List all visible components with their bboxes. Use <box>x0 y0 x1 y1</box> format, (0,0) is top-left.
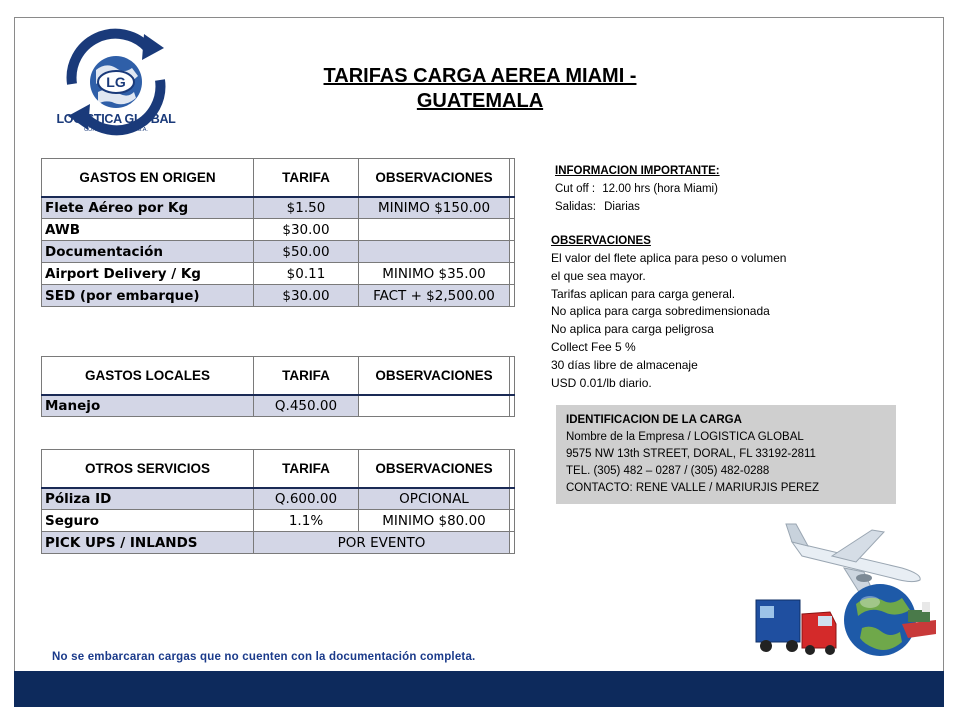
table-row <box>42 395 515 417</box>
table-row <box>42 285 515 307</box>
salidas-label: Salidas: <box>555 201 596 213</box>
table-header-row <box>42 159 515 197</box>
obs-cell: OPCIONAL <box>359 488 510 510</box>
item-cell: SED (por embarque) <box>42 285 254 307</box>
table-edge <box>510 159 515 197</box>
important-info <box>555 162 720 216</box>
rate-cell: $30.00 <box>254 285 359 307</box>
salidas-value: Diarias <box>604 201 640 213</box>
observation-line: 30 días libre de almacenaje <box>551 357 698 372</box>
info-header: INFORMACION IMPORTANTE: <box>555 165 720 177</box>
cutoff-value: 12.00 hrs (hora Miami) <box>602 183 718 195</box>
obs-cell: MINIMO $150.00 <box>359 197 510 219</box>
rate-cell: $0.11 <box>254 263 359 285</box>
column-header: OBSERVACIONES <box>359 450 510 488</box>
identification-line: CONTACTO: RENE VALLE / MARIURJIS PEREZ <box>566 482 820 494</box>
documentation-note: No se embarcaran cargas que no cuenten con la documentación completa. <box>52 651 476 663</box>
van-icon <box>802 612 836 655</box>
item-cell: Póliza ID <box>42 488 254 510</box>
column-header: TARIFA <box>254 357 359 395</box>
logo-brand-name: LOGÍSTICA GLOBAL <box>56 112 176 126</box>
obs-cell <box>359 219 510 241</box>
observations <box>551 232 786 392</box>
table-edge <box>510 510 515 532</box>
table-edge <box>510 488 515 510</box>
table-edge <box>510 219 515 241</box>
identification-line: 9575 NW 13th STREET, DORAL, FL 33192-2811 <box>566 448 816 460</box>
logo-subtitle: CORPORACION I.G. S.A. <box>84 127 148 133</box>
footer-bar <box>14 671 944 707</box>
item-cell: Seguro <box>42 510 254 532</box>
cutoff-row <box>555 180 720 198</box>
item-cell: Documentación <box>42 241 254 263</box>
table-edge <box>510 241 515 263</box>
rate-cell: Q.450.00 <box>254 395 359 417</box>
item-cell: Airport Delivery / Kg <box>42 263 254 285</box>
obs-cell <box>359 395 510 417</box>
observation-line: USD 0.01/lb diario. <box>551 375 652 390</box>
identification-line: TEL. (305) 482 – 0287 / (305) 482-0288 <box>566 465 770 477</box>
obs-cell: MINIMO $80.00 <box>359 510 510 532</box>
merged-rate-cell: POR EVENTO <box>254 532 510 554</box>
table-row <box>42 219 515 241</box>
observations-header: OBSERVACIONES <box>551 235 651 247</box>
table-header-row <box>42 450 515 488</box>
identification-header: IDENTIFICACION DE LA CARGA <box>566 414 742 426</box>
column-header: OTROS SERVICIOS <box>42 450 254 488</box>
observation-line: Collect Fee 5 % <box>551 339 636 354</box>
globe-icon <box>844 584 916 656</box>
column-header: TARIFA <box>254 450 359 488</box>
table-row <box>42 510 515 532</box>
logistics-illustration <box>752 516 936 662</box>
obs-cell: FACT + $2,500.00 <box>359 285 510 307</box>
local-charges-table <box>41 356 515 417</box>
item-cell: PICK UPS / INLANDS <box>42 532 254 554</box>
observation-line: el que sea mayor. <box>551 268 646 283</box>
observation-line: El valor del flete aplica para peso o volumen <box>551 251 787 265</box>
truck-icon <box>756 600 800 652</box>
identification-line: Nombre de la Empresa / LOGISTICA GLOBAL <box>566 431 804 443</box>
salidas-row <box>555 198 720 216</box>
other-services-table <box>41 449 515 554</box>
column-header: GASTOS LOCALES <box>42 357 254 395</box>
rate-cell: $30.00 <box>254 219 359 241</box>
table-edge <box>510 263 515 285</box>
item-cell: Flete Aéreo por Kg <box>42 197 254 219</box>
observation-line: Tarifas aplican para carga general. <box>551 286 736 301</box>
table-edge <box>510 197 515 219</box>
table-row <box>42 263 515 285</box>
obs-cell <box>359 241 510 263</box>
item-cell: AWB <box>42 219 254 241</box>
rate-cell: $50.00 <box>254 241 359 263</box>
table-edge <box>510 357 515 395</box>
rate-cell: $1.50 <box>254 197 359 219</box>
cutoff-label: Cut off : <box>555 183 596 195</box>
origin-charges-table <box>41 158 515 307</box>
observation-line: No aplica para carga peligrosa <box>551 322 714 337</box>
table-row <box>42 241 515 263</box>
table-row <box>42 532 515 554</box>
table-edge <box>510 450 515 488</box>
obs-cell: MINIMO $35.00 <box>359 263 510 285</box>
column-header: OBSERVACIONES <box>359 357 510 395</box>
item-cell: Manejo <box>42 395 254 417</box>
table-edge <box>510 395 515 417</box>
table-header-row <box>42 357 515 395</box>
table-edge <box>510 532 515 554</box>
title-line-1: TARIFAS CARGA AEREA MIAMI - <box>323 65 637 87</box>
airplane-icon <box>786 524 920 600</box>
observation-line: No aplica para carga sobredimensionada <box>551 304 770 319</box>
cargo-identification-box <box>556 405 896 504</box>
table-row <box>42 197 515 219</box>
column-header: OBSERVACIONES <box>359 159 510 197</box>
column-header: GASTOS EN ORIGEN <box>42 159 254 197</box>
logo-monogram: LG <box>106 74 126 90</box>
table-edge <box>510 285 515 307</box>
rate-cell: Q.600.00 <box>254 488 359 510</box>
title-line-2: GUATEMALA <box>416 90 544 112</box>
rate-cell: 1.1% <box>254 510 359 532</box>
page-title <box>280 64 680 114</box>
column-header: TARIFA <box>254 159 359 197</box>
table-row <box>42 488 515 510</box>
